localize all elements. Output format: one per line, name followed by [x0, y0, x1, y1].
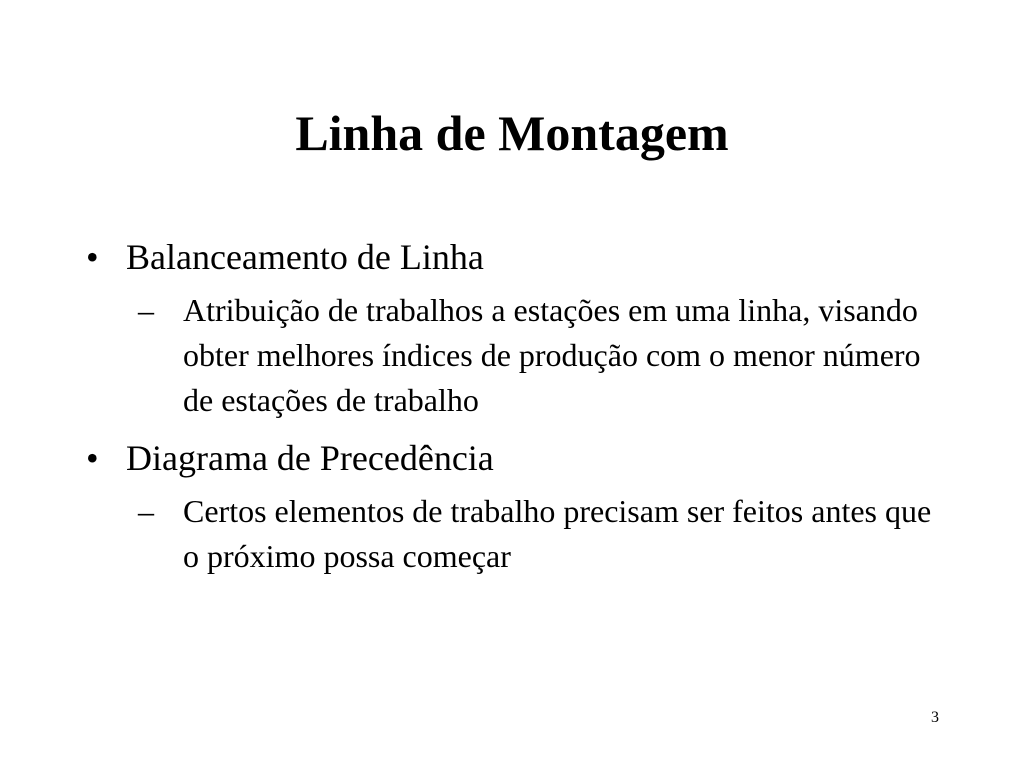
sub-bullet-text: Certos elementos de trabalho precisam ser feitos antes que o próximo possa começar: [183, 493, 932, 574]
bullet-item: [86, 433, 932, 579]
bullet-marker-icon: •: [86, 438, 99, 478]
sub-bullet-item: [138, 489, 932, 579]
bullet-item: [86, 232, 921, 423]
bullet-marker-icon: •: [86, 237, 99, 277]
page-number: 3: [931, 709, 939, 726]
sub-bullet-item: [138, 288, 921, 423]
bullet-text: Balanceamento de Linha: [126, 237, 484, 277]
slide-title: Linha de Montagem: [295, 105, 729, 161]
sub-bullet-text: Atribuição de trabalhos a estações em uma linha, visando obter melhores índices de produção com o menor número de estações de trabalho: [183, 292, 921, 418]
dash-marker-icon: –: [138, 292, 154, 328]
bullet-text: Diagrama de Precedência: [126, 438, 494, 478]
slide-content: [86, 232, 932, 579]
dash-marker-icon: –: [138, 493, 154, 529]
